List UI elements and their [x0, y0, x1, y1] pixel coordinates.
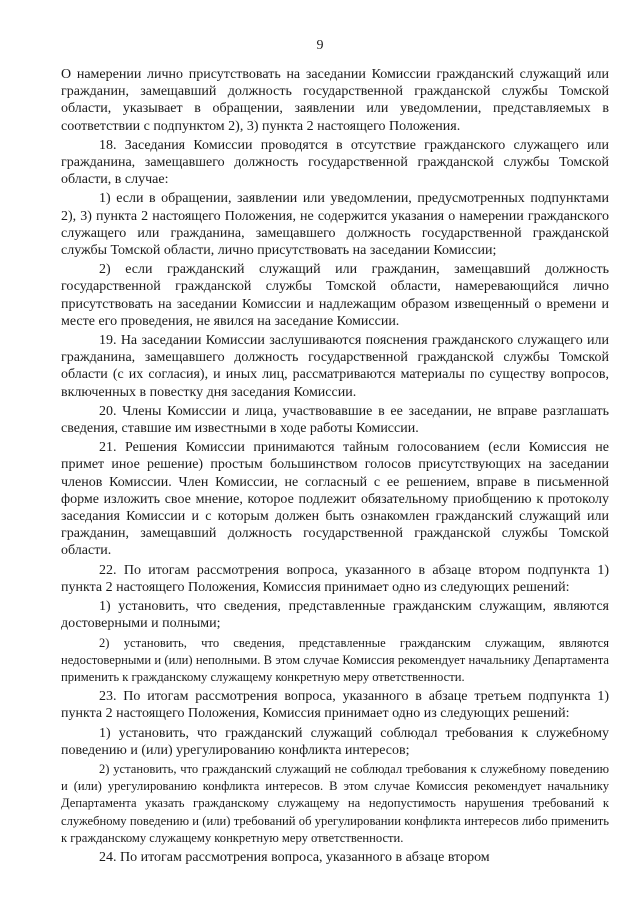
paragraph-18-item-1: 1) если в обращении, заявлении или уведомлении, предусмотренных подпунктами 2), 3) пункта 2 настоящего Положения, не содержится указания о намерении гражданского служащего или гражданина, замещавшего должность государственной гражданской службы Томской области, лично присутствовать на заседании Комиссии;: [61, 191, 609, 259]
paragraph-18: 18. Заседания Комиссии проводятся в отсутствие гражданского служащего или гражданина, замещавшего должность государственной гражданской службы Томской области, в случае:: [61, 137, 609, 188]
paragraph-24: 24. По итогам рассмотрения вопроса, указанного в абзаце втором: [99, 849, 490, 865]
document-body: [61, 66, 609, 866]
paragraph-23-item-1: 1) установить, что гражданский служащий соблюдал требования к служебному поведению и (или) урегулированию конфликта интересов;: [61, 725, 609, 758]
paragraph-20: 20. Члены Комиссии и лица, участвовавшие в ее заседании, не вправе разглашать сведения, ставшие им известными в ходе работы Комиссии.: [61, 403, 609, 437]
page-number: 9: [316, 38, 324, 53]
paragraph-22-item-1: 1) установить, что сведения, представленные гражданским служащим, являются достоверными и полными;: [61, 599, 609, 632]
paragraph-23: 23. По итогам рассмотрения вопроса, указанного в абзаце третьем подпункта 1) пункта 2 настоящего Положения, Комиссия принимает одно из следующих решений:: [61, 689, 609, 722]
paragraph-19: 19. На заседании Комиссии заслушиваются пояснения гражданского служащего или гражданина, замещавшего должность государственной гражданской службы Томской области (с их согласия), и иных лиц, рассматриваются материалы по существу вопросов, включенных в повестку дня заседания Комиссии.: [61, 333, 609, 400]
paragraph-23-item-2: 2) установить, что гражданский служащий не соблюдал требования к служебному поведению и (или) урегулированию конфликта интересов. В этом случае Комиссия рекомендует начальнику Департамента указать гражданскому служащему на недопустимость нарушения требований к служебному поведению и (или) требований об урегулировании конфликта интересов либо применить к гражданскому служащему конкретную меру ответственности.: [61, 761, 609, 845]
paragraph-18-item-2: 2) если гражданский служащий или гражданин, замещавший должность государственной гражданской службы Томской области, намеревающийся лично присутствовать на заседании Комиссии и надлежащим образом извещенный о времени и месте его проведения, не явился на заседание Комиссии.: [61, 262, 609, 329]
paragraph-22: 22. По итогам рассмотрения вопроса, указанного в абзаце втором подпункта 1) пункта 2 настоящего Положения, Комиссия принимает одно из следующих решений:: [61, 562, 609, 595]
paragraph-17-continuation: О намерении лично присутствовать на заседании Комиссии гражданский служащий или гражданин, замещавший должность государственной гражданской службы Томской области, указывает в обращении, заявлении или уведомлении, представляемых в соответствии с подпунктом 2), 3) пункта 2 настоящего Положения.: [61, 67, 609, 134]
paragraph-21: 21. Решения Комиссии принимаются тайным голосованием (если Комиссия не примет иное решение) простым большинством голосов присутствующих на заседании членов Комиссии. Член Комиссии, не согласный с ее решением, вправе в письменной форме изложить свое мнение, которое подлежит обязательному приобщению к протоколу заседания Комиссии и с которым должен быть ознакомлен гражданский служащий или гражданин, замещавший должность государственной гражданской службы Томской области.: [61, 440, 609, 559]
paragraph-22-item-2: 2) установить, что сведения, представленные гражданским служащим, являются недостоверными и (или) неполными. В этом случае Комиссия рекомендует начальнику Департамента применить к гражданскому служащему конкретную меру ответственности.: [61, 635, 609, 684]
